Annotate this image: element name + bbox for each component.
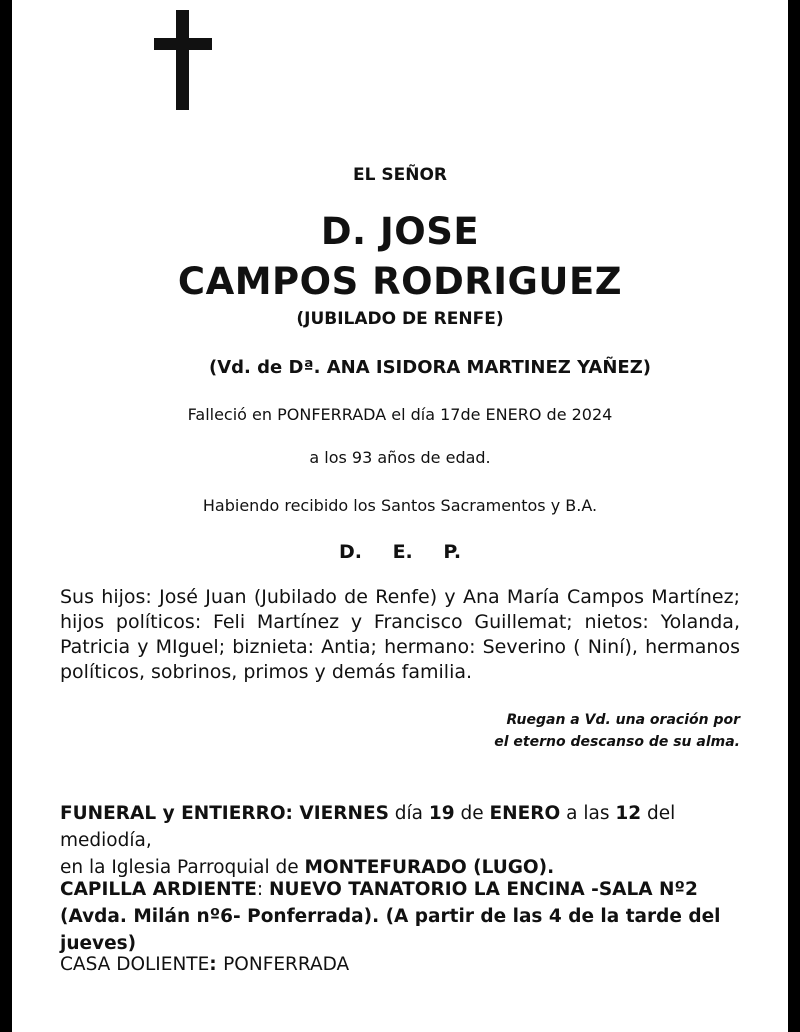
funeral-hour: 12 [615,803,642,824]
capilla-ardiente-info [60,876,750,957]
funeral-text: en la Iglesia Parroquial de [60,857,305,878]
casa-value: PONFERRADA [223,954,350,975]
prayer-line: Ruegan a Vd. una oración por [506,712,740,728]
dep-abbreviation [12,541,788,563]
funeral-place: MONTEFURADO (LUGO). [304,857,555,878]
deceased-name-line2: CAMPOS RODRIGUEZ [177,260,623,303]
funeral-day: 19 [428,803,455,824]
widow-of: (Vd. de Dª. ANA ISIDORA MARTINEZ YAÑEZ) [209,357,651,378]
funeral-text: del mediodía, [60,803,676,851]
age-notice: a los 93 años de edad. [309,448,491,467]
death-notice: Falleció en PONFERRADA el día 17de ENERO de 2024 [187,405,613,424]
funeral-text: de [454,803,490,824]
funeral-text: día [388,803,429,824]
sacraments-notice: Habiendo recibido los Santos Sacramentos y B.A. [202,496,598,515]
occupation: (JUBILADO DE RENFE) [296,309,504,329]
casa-sep: : [209,954,224,975]
prayer-line: el eterno descanso de su alma. [494,734,740,750]
cross-icon [152,10,214,110]
funeral-label: FUNERAL y ENTIERRO: VIERNES [60,803,389,824]
prayer-request [412,709,740,753]
family-paragraph: Sus hijos: José Juan (Jubilado de Renfe) y Ana María Campos Martínez; hijos políticos: Feli Martínez y Francisco Guillemat; nietos: Yolanda, Patricia y MIguel; biznieta: Antia; hermano: Severino ( Niní), hermanos políticos, sobrinos, primos y demás familia. [60,586,740,683]
dep-letter: D. [338,541,362,563]
capilla-sep: : [256,879,269,900]
honorific: EL SEÑOR [353,165,447,185]
dep-letter: P. [443,541,462,563]
casa-doliente-info [60,951,750,978]
deceased-name-line1: D. JOSE [320,210,480,253]
funeral-info [60,800,750,881]
dep-letter: E. [392,541,413,563]
capilla-label: CAPILLA ARDIENTE [60,879,257,900]
casa-label: CASA DOLIENTE [60,954,210,975]
obituary-page [12,0,788,1032]
funeral-text: a las [560,803,616,824]
funeral-month: ENERO [489,803,561,824]
capilla-text: NUEVO TANATORIO LA ENCINA -SALA Nº2 (Avda. Milán nº6- Ponferrada). (A partir de las 4 de la tarde del jueves) [60,879,721,954]
